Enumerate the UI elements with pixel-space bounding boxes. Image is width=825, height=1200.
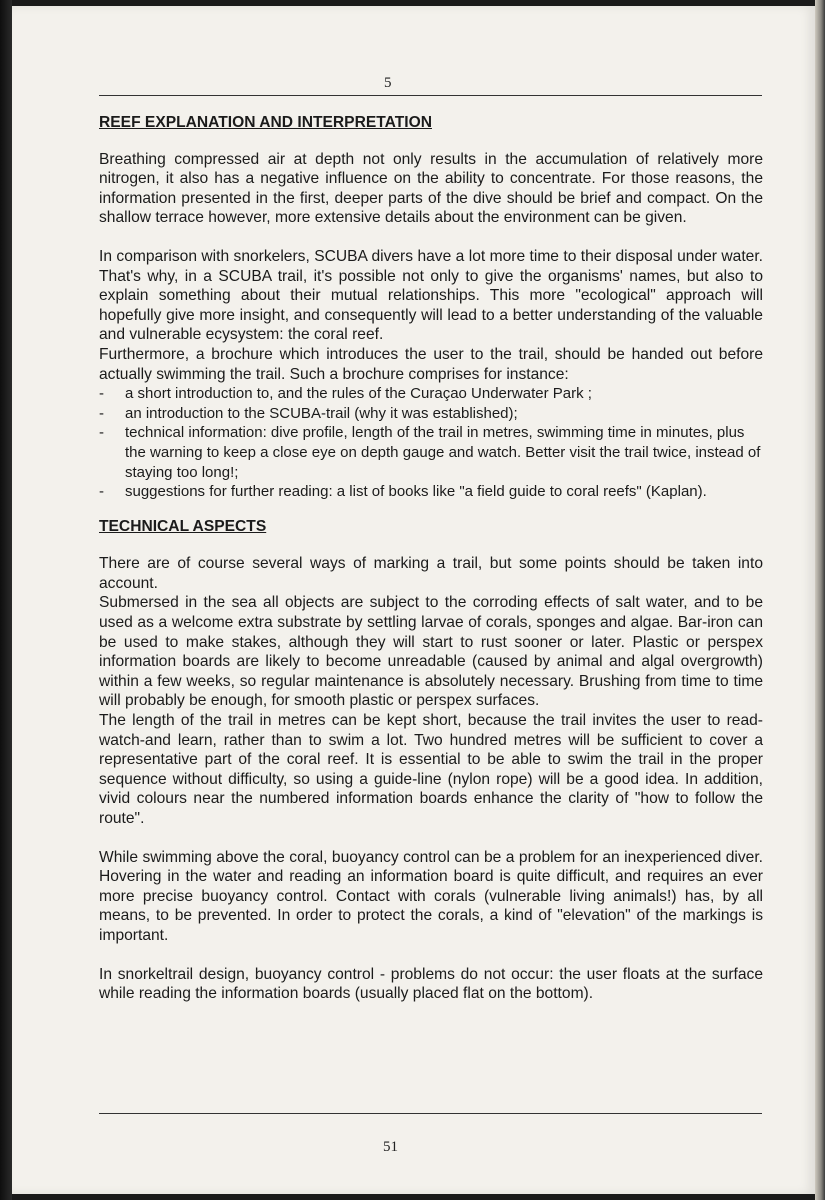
paragraph-snorkeltrail: In snorkeltrail design, buoyancy control - problems do not occur: the user floats at the surface while reading the information boards (usually placed flat on the bottom). — [99, 965, 763, 1003]
paragraph-scuba-time: In comparison with snorkelers, SCUBA divers have a lot more time to their disposal under water. That's why, in a SCUBA trail, it's possible not only to give the organisms' names, but also to explain something about their mutual relationships. This more "ecological" approach will hopefully give more insight, and consequently will lead to a better understanding of the valuable and vulnerable ecysystem: the coral reef. — [99, 247, 763, 344]
list-item: - an introduction to the SCUBA-trail (why it was established); — [99, 404, 763, 424]
bottom-page-number: 51 — [383, 1139, 398, 1155]
list-item: - a short introduction to, and the rules of the Curaçao Underwater Park ; — [99, 384, 763, 404]
paragraph-trail-length: The length of the trail in metres can be kept short, because the trail invites the user to read-watch-and learn, rather than to swim a lot. Two hundred metres will be sufficient to cover a representative part of the coral reef. It is essential to be able to swim the trail in the proper sequence without difficulty, so using a guide-line (nylon rope) will be a good idea. In addition, vivid colours near the numbered information boards enhance the clarity of "how to follow the route". — [99, 712, 763, 827]
section-heading-technical: TECHNICAL ASPECTS — [99, 517, 267, 535]
list-item: - technical information: dive profile, length of the trail in metres, swimming time in minutes, plus the warning to keep a close eye on depth gauge and watch. Better visit the trail twice, instead of staying too long!; — [99, 423, 763, 482]
section-heading-reef: REEF EXPLANATION AND INTERPRETATION — [99, 114, 432, 131]
paragraph-compressed-air: Breathing compressed air at depth not only results in the accumulation of relatively more nitrogen, it also has a negative influence on the ability to concentrate. For those reasons, the information presented in the first, deeper parts of the dive should be brief and compact. On the shallow terrace however, more extensive details about the environment can be given. — [99, 150, 763, 227]
paragraph-buoyancy: While swimming above the coral, buoyancy control can be a problem for an inexperienced diver. Hovering in the water and reading an information board is quite difficult, and requires an ever more precise buoyancy control. Contact with corals (vulnerable living animals!) has, by all means, to be prevented. In order to protect the corals, a kind of "elevation" of the markings is important. — [99, 848, 763, 944]
paragraph-marking: There are of course several ways of marking a trail, but some points should be taken into account. — [99, 555, 763, 592]
top-page-number: 5 — [384, 75, 392, 91]
paragraph-brochure: Furthermore, a brochure which introduces the user to the trail, should be handed out before actually swimming the trail. Such a brochure comprises for instance: — [99, 345, 763, 383]
brochure-list — [99, 384, 763, 502]
header-rule — [99, 95, 762, 96]
page-content — [99, 113, 763, 1004]
list-item: - suggestions for further reading: a list of books like "a field guide to coral reefs" (Kaplan). — [99, 482, 763, 502]
paragraph-corrosion: Submersed in the sea all objects are subject to the corroding effects of salt water, and to be used as a welcome extra substrate by settling larvae of corals, sponges and algae. Bar-iron can be used to make stakes, although they will start to rust sooner or later. Plastic or perspex information boards are likely to become unreadable (caused by animal and algal overgrowth) within a few weeks, so regular maintenance is absolutely necessary. Brushing from time to time will probably be enough, for smooth plastic or perspex surfaces. — [99, 594, 763, 710]
page-edge — [815, 0, 825, 1200]
book-binding — [0, 0, 12, 1200]
footer-rule — [99, 1113, 762, 1114]
